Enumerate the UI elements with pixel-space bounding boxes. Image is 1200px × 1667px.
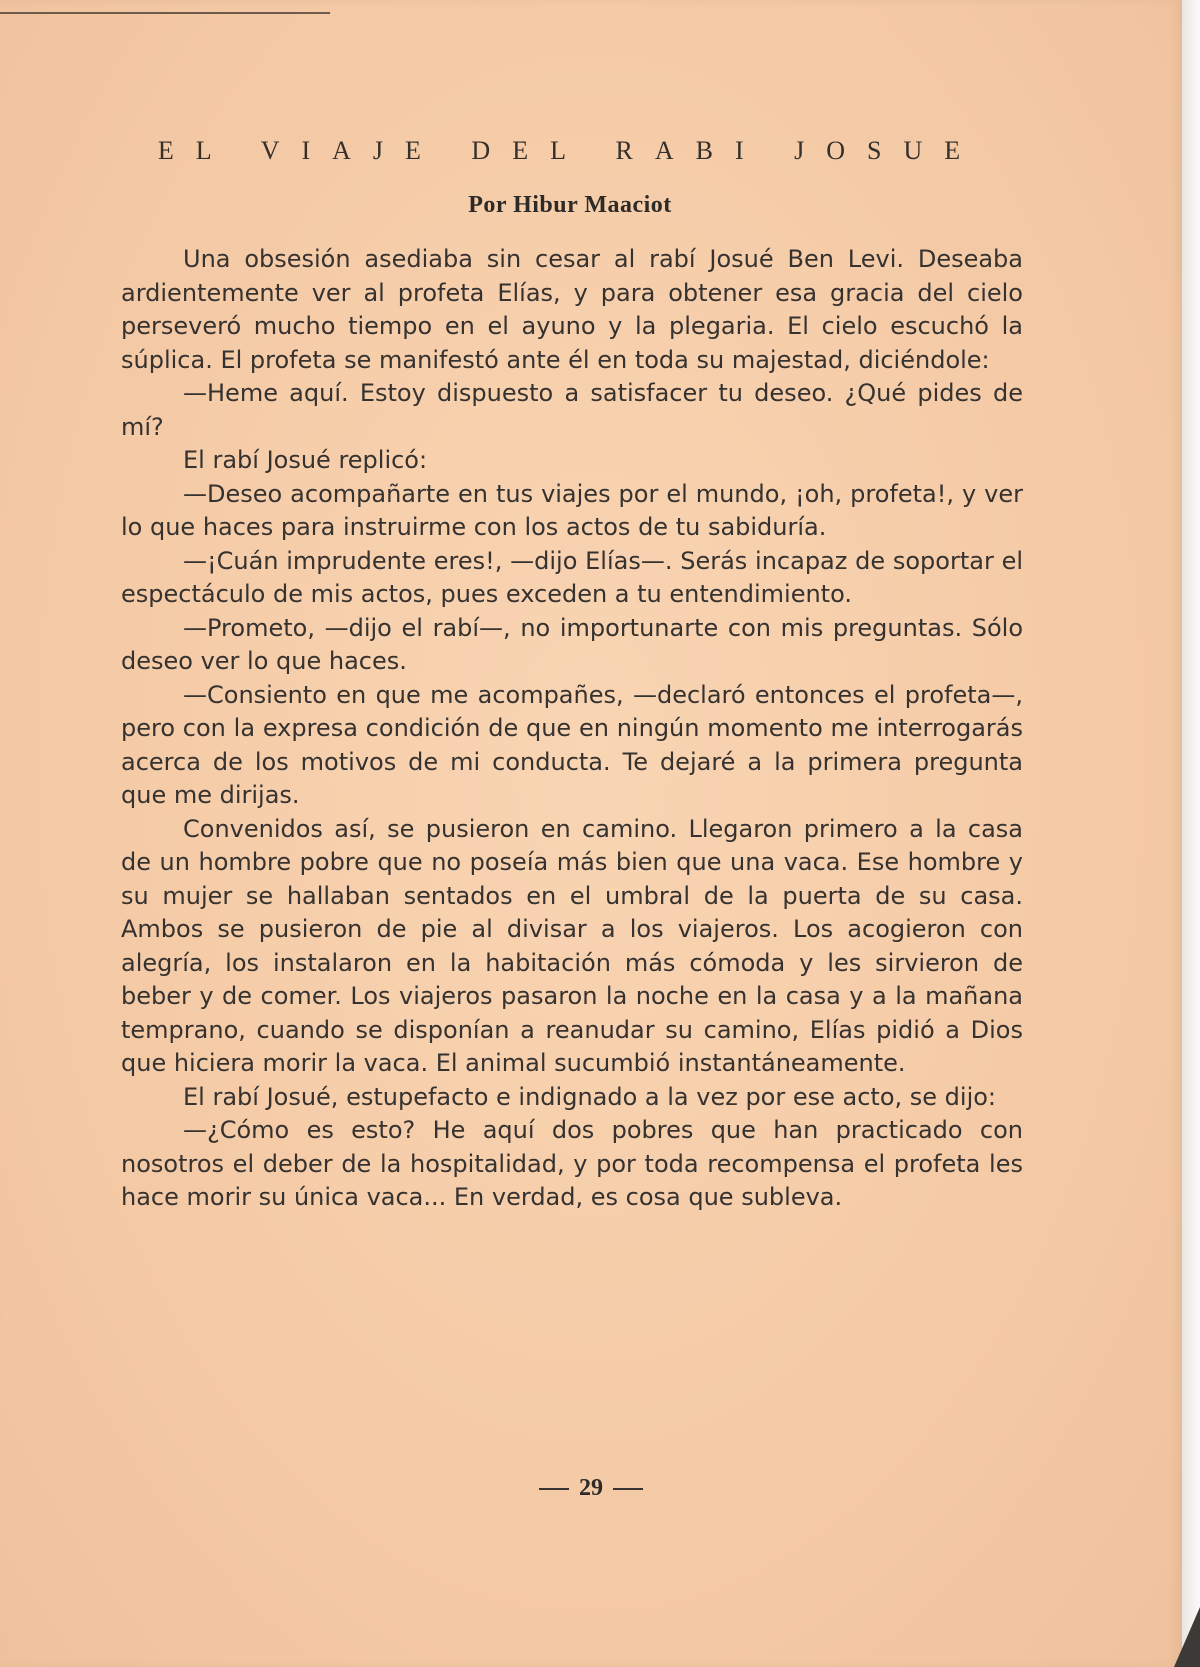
paragraph: —Prometo, —dijo el rabí—, no importunarte con mis preguntas. Sólo deseo ver lo que haces.: [121, 613, 1023, 675]
paragraph: Convenidos así, se pusieron en camino. Llegaron primero a la casa de un hombre pobre que no poseía más bien que una vaca. Ese hombre y su mujer se hallaban sentados en el umbral de la puerta de su casa. Ambos se pusieron de pie al divisar a los viajeros. Los acogieron con alegría, los instalaron en la habitación más cómoda y les sirvieron de beber y de comer. Los viajeros pasaron la noche en la casa y a la mañana temprano, cuando se disponían a reanudar su camino, Elías pidió a Dios que hiciera morir la vaca. El animal sucumbió instantáneamente.: [121, 814, 1023, 1077]
paragraph: El rabí Josué replicó:: [183, 446, 428, 474]
page-edge: [1182, 0, 1200, 1667]
corner-mark: [1174, 1607, 1200, 1667]
paragraph: —¿Cómo es esto? He aquí dos pobres que han practicado con nosotros el deber de la hospitalidad, y por toda recompensa el profeta les hace morir su única vaca... En verdad, es cosa que subleva.: [121, 1116, 1023, 1211]
page-number-footer: [0, 1475, 1182, 1502]
paragraph: El rabí Josué, estupefacto e indignado a la vez por ese acto, se dijo:: [183, 1082, 997, 1111]
paragraph: Una obsesión asediaba sin cesar al rabí Josué Ben Levi. Deseaba ardientemente ver al profeta Elías, y para obtener esa gracia del cielo perseveró mucho tiempo en el ayuno y la plegaria. El cielo escuchó la súplica. El profeta se manifestó ante él en toda su majestad, diciéndole:: [121, 245, 1023, 374]
paragraph: —Heme aquí. Estoy dispuesto a satisfacer tu deseo. ¿Qué pides de mí?: [121, 379, 1023, 441]
paragraph: —Consiento en que me acompañes, —declaró entonces el profeta—, pero con la expresa condición de que en ningún momento me interrogarás acerca de los motivos de mi conducta. Te dejaré a la primera pregunta que me dirijas.: [121, 680, 1023, 809]
dash-right: [613, 1488, 643, 1490]
paragraph: —¡Cuán imprudente eres!, —dijo Elías—. Serás incapaz de soportar el espectáculo de mis actos, pues exceden a tu entendimiento.: [121, 546, 1023, 608]
top-rule: [0, 12, 330, 14]
page-number: 29: [579, 1475, 603, 1501]
paragraph: —Deseo acompañarte en tus viajes por el mundo, ¡oh, profeta!, y ver lo que haces para instruirme con los actos de tu sabiduría.: [121, 479, 1023, 541]
author-byline: Por Hibur Maaciot: [468, 192, 672, 218]
dash-left: [539, 1488, 569, 1490]
story-body: [121, 243, 1023, 1215]
story-title: EL VIAJE DEL RABI JOSUE: [157, 136, 983, 165]
